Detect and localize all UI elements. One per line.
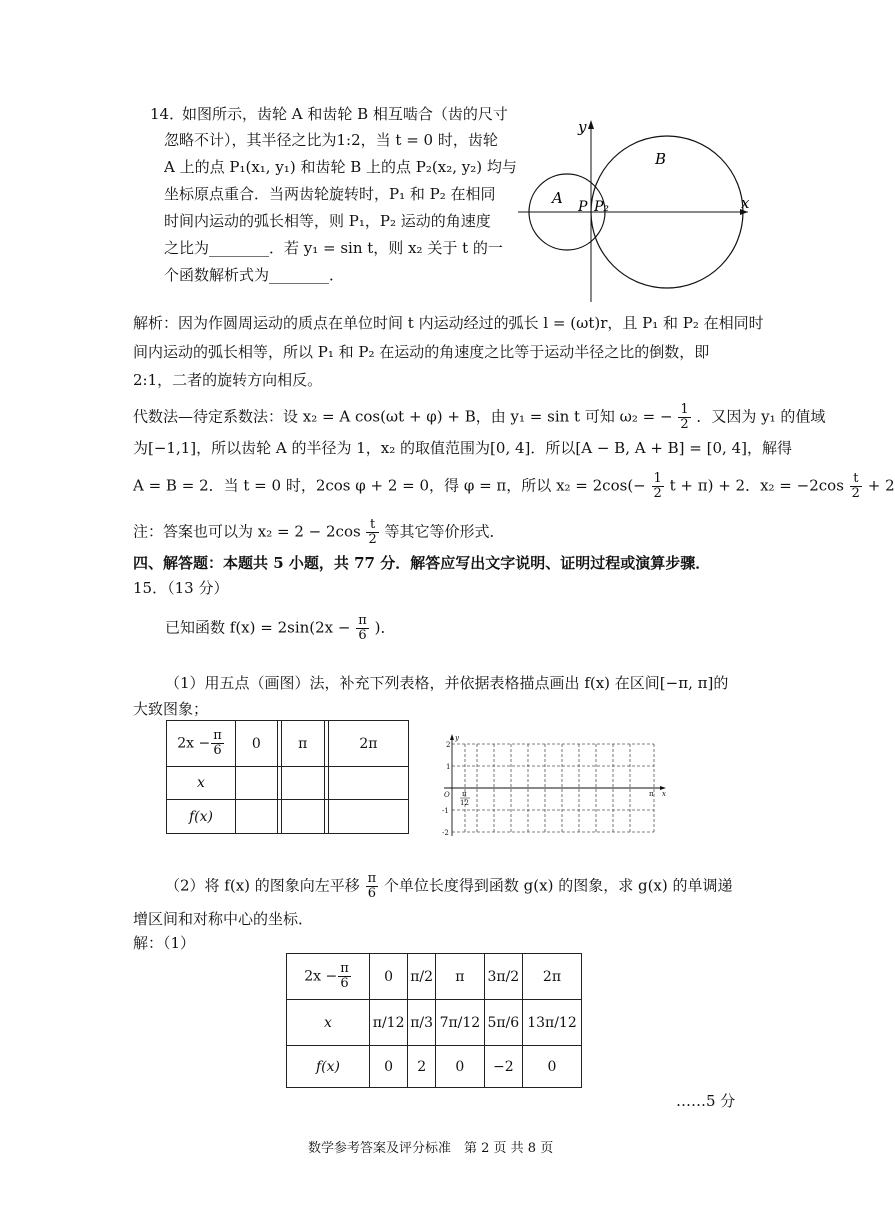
table-row-label: 2x − $\frac{\pi}{6}$ (167, 721, 236, 767)
page-footer: 数学参考答案及评分标准 第 2 页 共 8 页 (308, 1141, 554, 1156)
table-row (167, 721, 409, 767)
fraction-t-half-note: $\frac{t}{2}$ (368, 517, 377, 547)
grid-y-label: y (455, 734, 459, 742)
table-row (287, 1000, 582, 1046)
table-row-label: 2x − $\frac{\pi}{6}$ (287, 954, 370, 1000)
y-axis-arrow (588, 120, 594, 129)
table-cell: 0 (236, 721, 278, 767)
table-cell: −2 (484, 1046, 522, 1088)
solution-label: 解：（1） (133, 934, 196, 952)
grid-tick-pi12-num: π (462, 790, 467, 798)
fraction-pi-6: $\frac{\pi}{6}$ (358, 613, 367, 643)
grid-tick-1: 1 (446, 763, 451, 771)
table-cell: 0 (370, 1046, 408, 1088)
q15-part2-line-2: 增区间和对称中心的坐标． (133, 910, 314, 928)
note-a: 注：答案也可以为 x₂ = 2 − 2cos (133, 522, 361, 541)
q15-heading: 15．（13 分） (133, 579, 229, 597)
q15-given-a: 已知函数 f(x) = 2sin(2x − (165, 618, 351, 637)
q15-part1-line-2: 大致图象； (133, 700, 209, 718)
table-cell: 13π/12 (522, 1000, 581, 1046)
q15-part1-line-1: （1）用五点（画图）法，补充下列表格，并依据表格描点画出 f(x) 在区间[−π, π]的 (165, 674, 729, 692)
analysis-line-6c: + 2 (867, 476, 895, 495)
table-cell: 0 (522, 1046, 581, 1088)
table-cell (281, 767, 324, 800)
q14-line-3: A 上的点 P₁(x₁, y₁) 和齿轮 B 上的点 P₂(x₂, y₂) 均与 (164, 158, 517, 176)
table-cell: π (281, 721, 324, 767)
fraction-one-half: $\frac{1}{2}$ (680, 402, 689, 432)
analysis-line-4 (133, 403, 825, 432)
table-cell: π/2 (408, 954, 436, 1000)
table-row (167, 800, 409, 834)
grid-tick-2: 2 (446, 741, 451, 749)
q15-given-b: )． (374, 618, 396, 637)
analysis-line-1: 解析：因为作圆周运动的质点在单位时间 t 内运动经过的弧长 l = (ωt)r，且 P₁ 和 P₂ 在相同时 (133, 314, 764, 332)
table-cell (328, 767, 408, 800)
table-row-label: f(x) (167, 800, 236, 834)
table-cell (328, 800, 408, 834)
gear-b-label: B (655, 150, 667, 168)
q14-line-6: 之比为________．若 y₁ = sin t，则 x₂ 关于 t 的一 (164, 239, 503, 257)
table-cell: 0 (436, 1046, 485, 1088)
table-row (287, 1046, 582, 1088)
analysis-line-6a: A = B = 2．当 t = 0 时，2cos φ + 2 = 0，得 φ = π，所以 x₂ = 2cos(− (133, 476, 646, 495)
analysis-line-3: 2:1，二者的旋转方向相反。 (133, 371, 323, 389)
table-cell: 2π (522, 954, 581, 1000)
q15-part2-line-1 (165, 872, 733, 901)
table-cell: 2 (408, 1046, 436, 1088)
point-p2-label: P₂ (594, 199, 610, 215)
q14-line-5: 时间内运动的弧长相等，则 P₁，P₂ 运动的角速度 (164, 212, 491, 230)
grid-tick-pi12-den: 12 (460, 799, 469, 807)
table-cell: 5π/6 (484, 1000, 522, 1046)
table-row (287, 954, 582, 1000)
q14-number: 14． (150, 105, 185, 123)
gear-a-label: A (552, 189, 563, 207)
table-cell: 2π (328, 721, 408, 767)
q15-part2-b: 个单位长度得到函数 g(x) 的图象，求 g(x) 的单调递 (383, 876, 733, 895)
grid-tick-m2: -2 (442, 829, 449, 837)
table-cell: 3π/2 (484, 954, 522, 1000)
plot-grid (440, 732, 670, 840)
gear-figure (510, 112, 760, 307)
point-p1-label: P (578, 199, 588, 215)
table-row-label: x (287, 1000, 370, 1046)
q14-line-1: 如图所示，齿轮 A 和齿轮 B 相互啮合（齿的尺寸 (182, 105, 508, 123)
table-cell: 7π/12 (436, 1000, 485, 1046)
q14-line-4: 坐标原点重合．当两齿轮旋转时，P₁ 和 P₂ 在相同 (164, 185, 496, 203)
blank-five-point-table (166, 720, 409, 834)
score-note: ……5 分 (676, 1092, 736, 1110)
q15-given (165, 614, 395, 643)
table-cell: π/3 (408, 1000, 436, 1046)
y-label: y (578, 118, 587, 136)
analysis-line-6 (133, 472, 895, 501)
q14-line-7: 个函数解析式为________． (164, 266, 345, 284)
table-cell: 0 (370, 954, 408, 1000)
fraction-t-half: $\frac{t}{2}$ (851, 471, 860, 501)
table-row (167, 767, 409, 800)
grid-x-label: x (662, 790, 666, 798)
analysis-line-5: 为[−1,1]，所以齿轮 A 的半径为 1，x₂ 的取值范围为[0, 4]．所以[A − B, A + B] = [0, 4]，解得 (133, 439, 792, 457)
analysis-line-4a: 代数法—待定系数法：设 x₂ = A cos(ωt + φ) + B，由 y₁ = sin t 可知 ω₂ = − (133, 407, 673, 426)
table-cell: π (436, 954, 485, 1000)
table-cell: π/12 (370, 1000, 408, 1046)
table-row-label: x (167, 767, 236, 800)
table-cell (236, 767, 278, 800)
section-4-heading: 四、解答题：本题共 5 小题，共 77 分．解答应写出文字说明、证明过程或演算步骤． (133, 554, 711, 572)
note-b: 等其它等价形式． (384, 522, 505, 541)
table-row-label: f(x) (287, 1046, 370, 1088)
analysis-line-4b: ．又因为 y₁ 的值域 (696, 407, 826, 426)
grid-tick-m1: -1 (442, 807, 449, 815)
analysis-line-6b: t + π) + 2．x₂ = −2cos (669, 476, 844, 495)
q15-part2-a: （2）将 f(x) 的图象向左平移 (165, 876, 360, 895)
fraction-one-half-2: $\frac{1}{2}$ (653, 471, 662, 501)
x-label: x (741, 194, 750, 212)
table-cell (236, 800, 278, 834)
analysis-line-2: 间内运动的弧长相等，所以 P₁ 和 P₂ 在运动的角速度之比等于运动半径之比的倒数，即 (133, 343, 710, 361)
answer-table (286, 953, 582, 1088)
q14-line-2: 忽略不计），其半径之比为1:2，当 t = 0 时，齿轮 (164, 131, 498, 149)
grid-tick-pi: π (649, 790, 654, 798)
fraction-pi-6-shift: $\frac{\pi}{6}$ (367, 871, 377, 901)
grid-origin: O (444, 791, 450, 799)
table-cell (281, 800, 324, 834)
note-line (133, 518, 505, 547)
